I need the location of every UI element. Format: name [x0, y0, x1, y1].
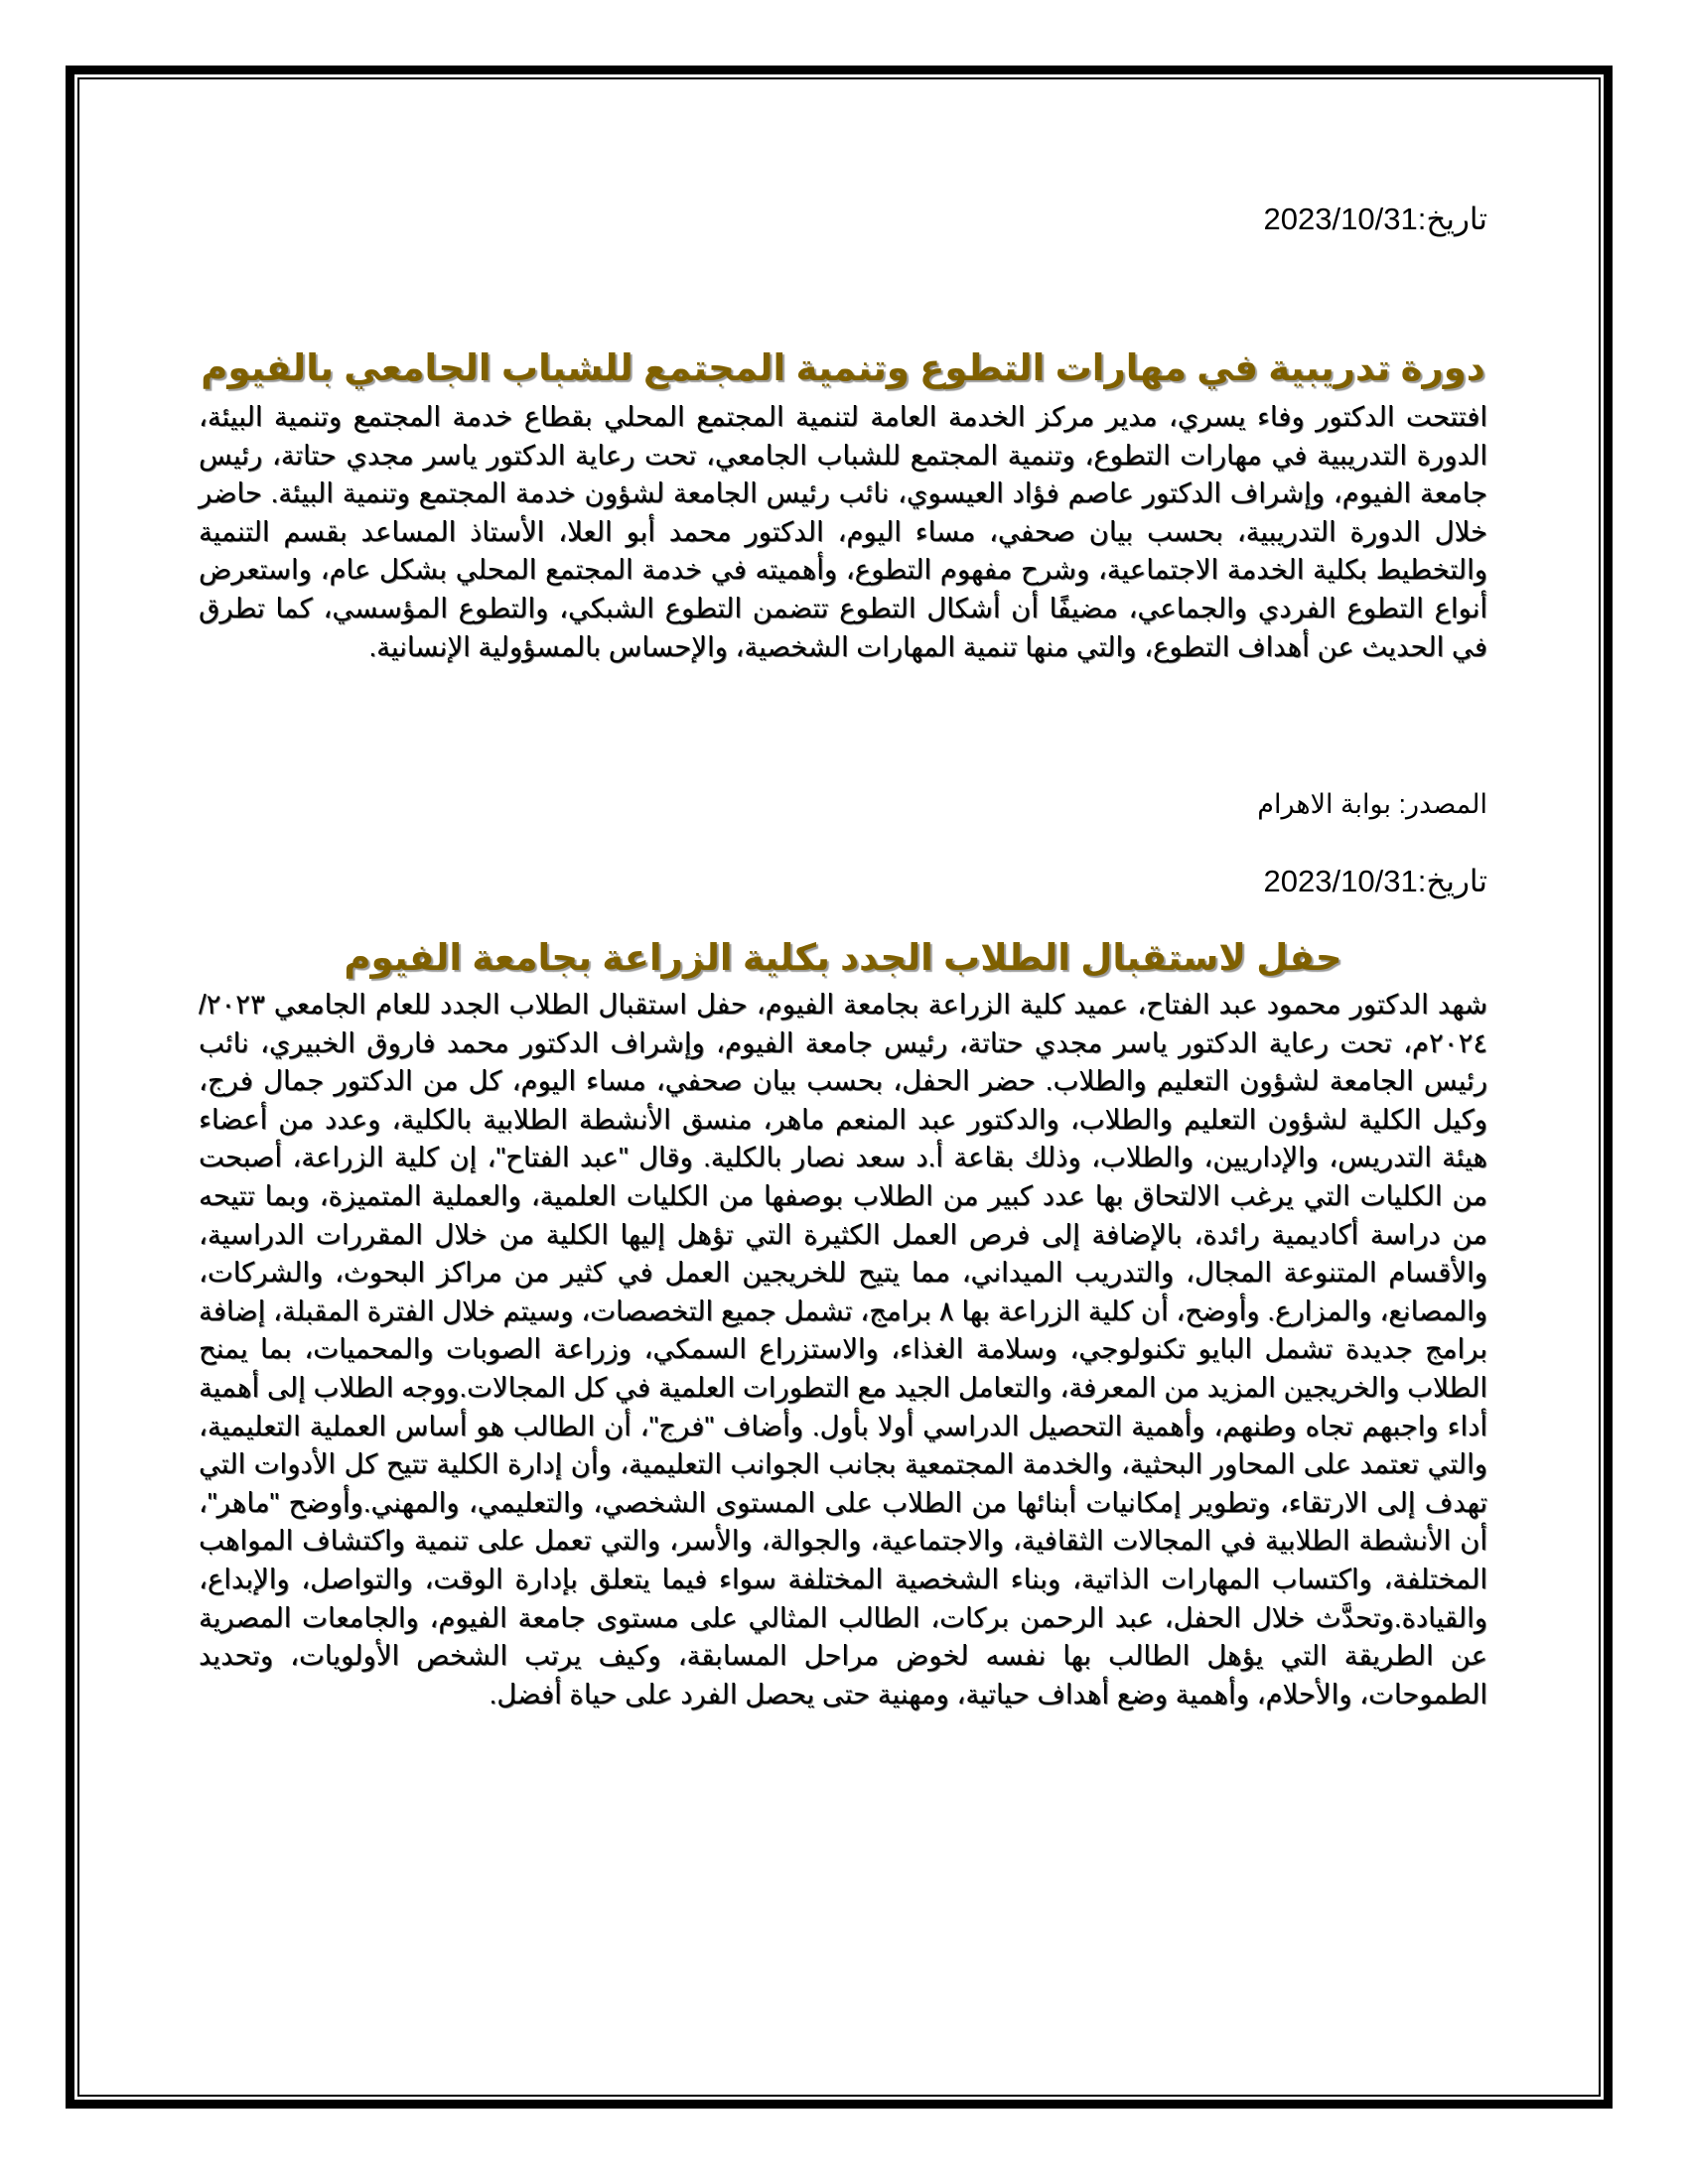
- article-1-date: [1264, 200, 1487, 239]
- date-value: 2023/10/31: [1263, 202, 1418, 236]
- source-value: بوابة الاهرام: [1257, 789, 1392, 819]
- article-2-title: حفل لاستقبال الطلاب الجدد بكلية الزراعة بجامعة الفيوم: [344, 937, 1342, 978]
- source-label: المصدر:: [1398, 789, 1487, 819]
- article-1-source: [1257, 784, 1487, 824]
- date-label: تاريخ:: [1417, 202, 1487, 236]
- date-value: 2023/10/31: [1263, 864, 1418, 898]
- article-1-title: دورة تدريبية في مهارات التطوع وتنمية المجتمع للشباب الجامعي بالفيوم: [201, 347, 1485, 388]
- date-label: تاريخ:: [1417, 864, 1487, 898]
- article-2-date: [1264, 862, 1487, 901]
- article-1-body: افتتحت الدكتور وفاء يسري، مدير مركز الخدمة العامة لتنمية المجتمع المحلي بقطاع خدمة المجتمع وتنمية البيئة، الدورة التدريبية في مهارات التطوع، وتنمية المجتمع للشباب الجامعي، تحت رعاية الدكتور ياسر مجدي حتاتة، رئيس جامعة الفيوم، وإشراف الدكتور عاصم فؤاد العيسوي، نائب رئيس الجامعة لشؤون خدمة المجتمع وتنمية البيئة. حاضر خلال الدورة التدريبية، بحسب بيان صحفي، مساء اليوم، الدكتور محمد أبو العلا، الأستاذ المساعد بقسم التنمية والتخطيط بكلية الخدمة الاجتماعية، وشرح مفهوم التطوع، وأهميته في خدمة المجتمع المحلي بشكل عام، واستعرض أنواع التطوع الفردي والجماعي، مضيفًا أن أشكال التطوع تتضمن التطوع الشبكي، والتطوع المؤسسي، كما تطرق في الحديث عن أهداف التطوع، والتي منها تنمية المهارات الشخصية، والإحساس بالمسؤولية الإنسانية.: [199, 401, 1487, 662]
- article-2-body: شهد الدكتور محمود عبد الفتاح، عميد كلية الزراعة بجامعة الفيوم، حفل استقبال الطلاب الجدد للعام الجامعي ٢٠٢٣/ ٢٠٢٤م، تحت رعاية الدكتور ياسر مجدي حتاتة، رئيس جامعة الفيوم، وإشراف الدكتور محمد فاروق الخبيري، نائب رئيس الجامعة لشؤون التعليم والطلاب. حضر الحفل، بحسب بيان صحفي، مساء اليوم، كل من الدكتور جمال فرج، وكيل الكلية لشؤون التعليم والطلاب، والدكتور عبد المنعم ماهر، منسق الأنشطة الطلابية بالكلية، وعدد من أعضاء هيئة التدريس، والإداريين، والطلاب، وذلك بقاعة أ.د سعد نصار بالكلية. وقال "عبد الفتاح"، إن كلية الزراعة، أصبحت من الكليات التي يرغب الالتحاق بها عدد كبير من الطلاب بوصفها من الكليات العلمية، والعملية المتميزة، وبما تتيحه من دراسة أكاديمية رائدة، بالإضافة إلى فرص العمل الكثيرة التي تؤهل إليها الكلية من خلال المقررات الدراسية، والأقسام المتنوعة المجال، والتدريب الميداني، مما يتيح للخريجين العمل في كثير من مراكز البحوث، والشركات، والمصانع، والمزارع. وأوضح، أن كلية الزراعة بها ٨ برامج، تشمل جميع التخصصات، وسيتم خلال الفترة المقبلة، إضافة برامج جديدة تشمل البايو تكنولوجي، وسلامة الغذاء، والاستزراع السمكي، وزراعة الصوبات والمحميات، بما يمنح الطلاب والخريجين المزيد من المعرفة، والتعامل الجيد مع التطورات العلمية في كل المجالات.ووجه الطلاب إلى أهمية أداء واجبهم تجاه وطنهم، وأهمية التحصيل الدراسي أولا بأول. وأضاف "فرج"، أن الطالب هو أساس العملية التعليمية، والتي تعتمد على المحاور البحثية، والخدمة المجتمعية بجانب الجوانب التعليمية، وأن إدارة الكلية تتيح كل الأدوات التي تهدف إلى الارتقاء، وتطوير إمكانيات أبنائها من الطلاب على المستوى الشخصي، والتعليمي، والمهني.وأوضح "ماهر"، أن الأنشطة الطلابية في المجالات الثقافية، والاجتماعية، والجوالة، والأسر، والتي تعمل على تنمية واكتشاف المواهب المختلفة، واكتساب المهارات الذاتية، وبناء الشخصية المختلفة سواء فيما يتعلق بإدارة الوقت، والتواصل، والإبداع، والقيادة.وتحدَّث خلال الحفل، عبد الرحمن بركات، الطالب المثالي على مستوى جامعة الفيوم، والجامعات المصرية عن الطريقة التي يؤهل الطالب بها نفسه لخوض مراحل المسابقة، وكيف يرتب الشخص الأولويات، وتحديد الطموحات، والأحلام، وأهمية وضع أهداف حياتية، ومهنية حتى يحصل الفرد على حياة أفضل.: [199, 989, 1487, 1709]
